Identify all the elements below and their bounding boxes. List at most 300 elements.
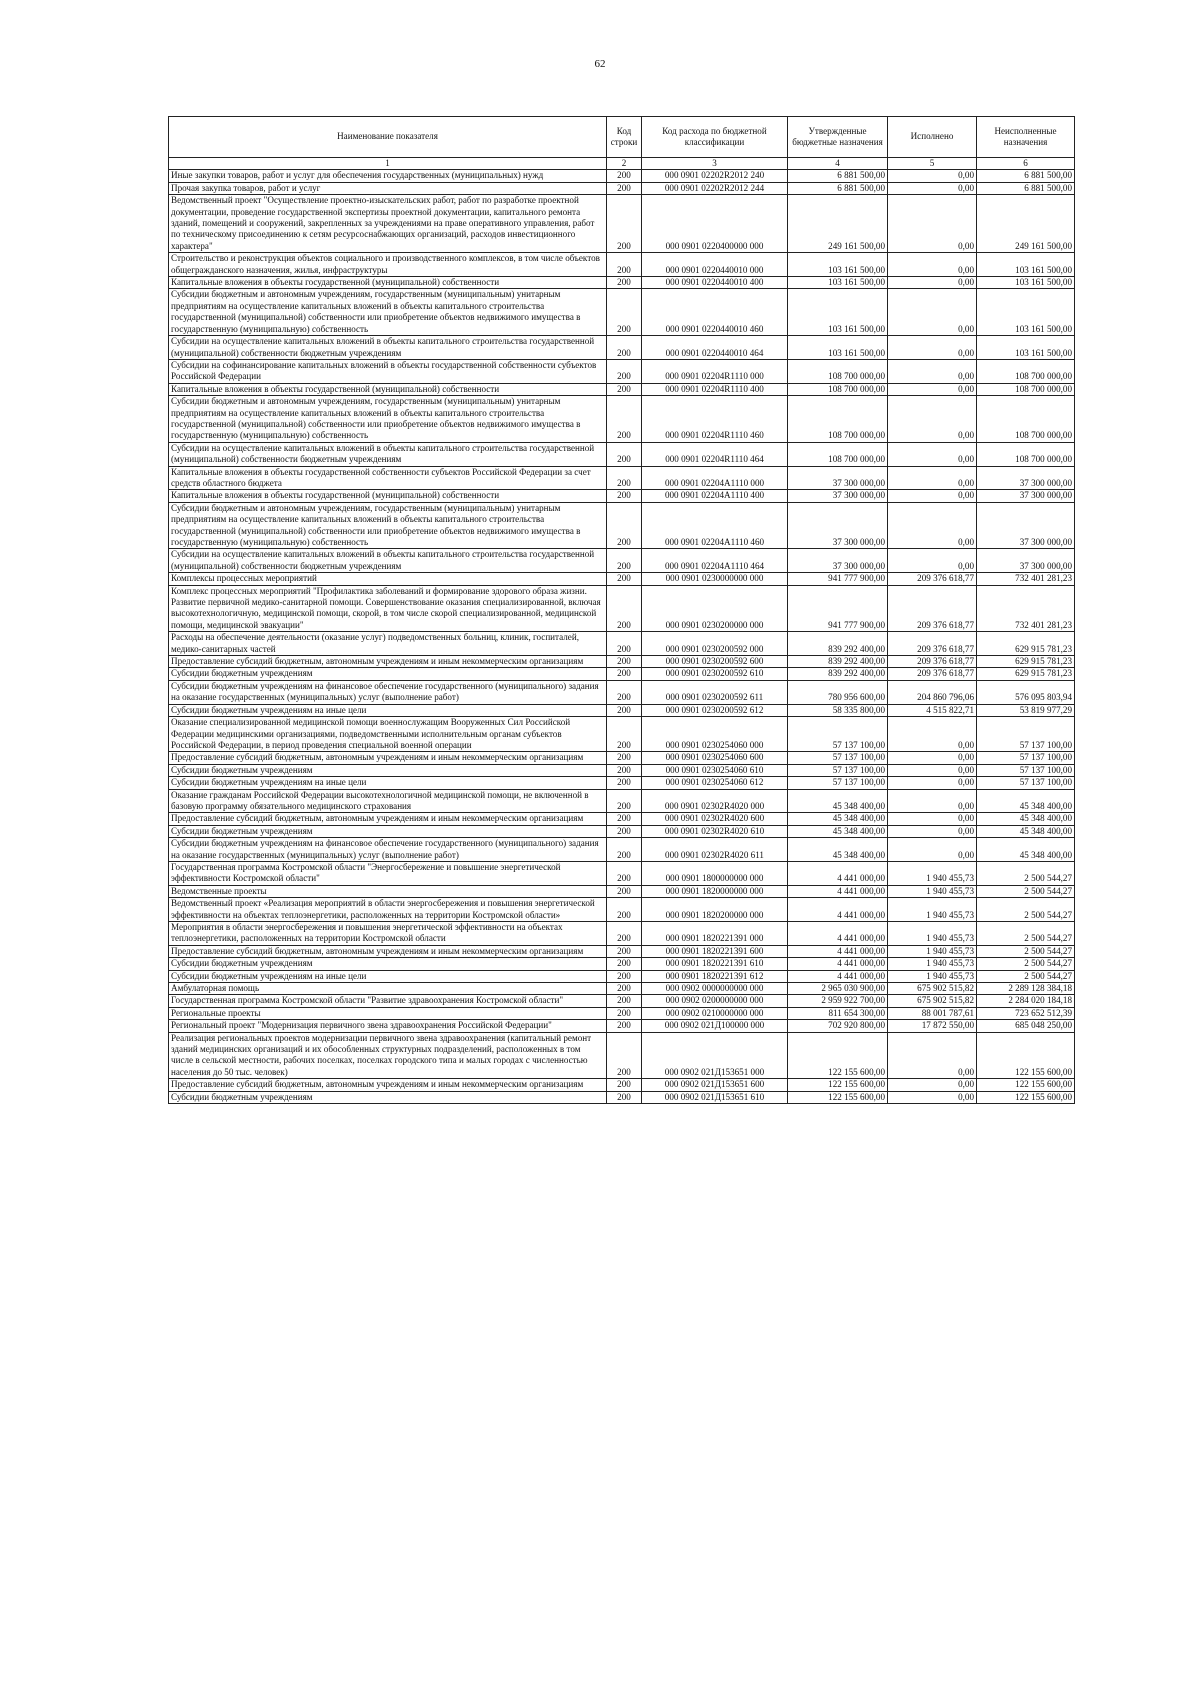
table-row [169, 549, 1075, 573]
row-approved-amount: 122 155 600,00 [788, 1032, 888, 1079]
row-classification-code: 000 0901 0230200592 611 [642, 680, 788, 704]
row-approved-amount: 4 441 000,00 [788, 885, 888, 897]
row-classification-code: 000 0901 0230200592 600 [642, 656, 788, 668]
row-approved-amount: 58 335 800,00 [788, 704, 888, 716]
row-approved-amount: 780 956 600,00 [788, 680, 888, 704]
row-unexecuted-amount: 2 500 544,27 [977, 945, 1075, 957]
row-executed-amount: 675 902 515,82 [888, 995, 977, 1007]
row-name: Субсидии бюджетным учреждениям [169, 764, 607, 776]
table-row [169, 680, 1075, 704]
row-executed-amount: 0,00 [888, 777, 977, 789]
row-line-code: 200 [607, 289, 642, 336]
row-executed-amount: 204 860 796,06 [888, 680, 977, 704]
row-approved-amount: 37 300 000,00 [788, 502, 888, 549]
row-unexecuted-amount: 45 348 400,00 [977, 825, 1075, 837]
row-classification-code: 000 0901 0230254060 000 [642, 717, 788, 752]
row-classification-code: 000 0901 02302R4020 610 [642, 825, 788, 837]
row-approved-amount: 103 161 500,00 [788, 336, 888, 360]
row-approved-amount: 57 137 100,00 [788, 717, 888, 752]
table-row [169, 195, 1075, 253]
row-executed-amount: 0,00 [888, 825, 977, 837]
row-classification-code: 000 0901 1820221391 612 [642, 970, 788, 982]
row-executed-amount: 0,00 [888, 717, 977, 752]
row-name: Прочая закупка товаров, работ и услуг [169, 182, 607, 194]
row-name: Государственная программа Костромской области "Развитие здравоохранения Костромской области" [169, 995, 607, 1007]
row-unexecuted-amount: 629 915 781,23 [977, 668, 1075, 680]
row-name: Региональный проект "Модернизация первичного звена здравоохранения Российской Федерации" [169, 1020, 607, 1032]
row-name: Строительство и реконструкция объектов социального и производственного комплексов, в том числе объектов общегражданского назначения, жилья, инфраструктуры [169, 253, 607, 277]
row-unexecuted-amount: 103 161 500,00 [977, 277, 1075, 289]
table-row [169, 813, 1075, 825]
row-line-code: 200 [607, 717, 642, 752]
row-approved-amount: 941 777 900,00 [788, 585, 888, 632]
table-header [169, 117, 1075, 170]
row-name: Субсидии бюджетным учреждениям на иные цели [169, 777, 607, 789]
row-line-code: 200 [607, 668, 642, 680]
table-row [169, 442, 1075, 466]
table-row [169, 898, 1075, 922]
row-line-code: 200 [607, 585, 642, 632]
row-unexecuted-amount: 2 289 128 384,18 [977, 983, 1075, 995]
row-classification-code: 000 0901 0220440010 000 [642, 253, 788, 277]
row-line-code: 200 [607, 777, 642, 789]
row-executed-amount: 209 376 618,77 [888, 632, 977, 656]
row-name: Субсидии бюджетным учреждениям на иные цели [169, 704, 607, 716]
row-line-code: 200 [607, 1020, 642, 1032]
row-classification-code: 000 0901 0230200592 000 [642, 632, 788, 656]
row-name: Мероприятия в области энергосбережения и повышения энергетической эффективности на объектах теплоэнергетики, расположенных на территории Костромской области [169, 922, 607, 946]
row-line-code: 200 [607, 789, 642, 813]
row-executed-amount: 0,00 [888, 253, 977, 277]
row-executed-amount: 209 376 618,77 [888, 668, 977, 680]
table-row [169, 632, 1075, 656]
row-approved-amount: 103 161 500,00 [788, 253, 888, 277]
row-name: Ведомственный проект "Осуществление проектно-изыскательских работ, работ по разработке проектной документации, проведение государственной экспертизы проектной документации, капитального ремонта зданий, помещений и сооружений, закрепленных за учреждениями на праве оперативного управления, работ по техническому присоединению к сетям ресурсоснабжающих организаций, расходов инвестиционного характера" [169, 195, 607, 253]
row-approved-amount: 37 300 000,00 [788, 490, 888, 502]
row-name: Расходы на обеспечение деятельности (оказание услуг) подведомственных больниц, клиник, госпиталей, медико-санитарных частей [169, 632, 607, 656]
row-classification-code: 000 0901 0230254060 600 [642, 752, 788, 764]
table-row [169, 1079, 1075, 1091]
row-approved-amount: 811 654 300,00 [788, 1007, 888, 1019]
row-executed-amount: 209 376 618,77 [888, 573, 977, 585]
row-unexecuted-amount: 103 161 500,00 [977, 336, 1075, 360]
table-row [169, 717, 1075, 752]
row-unexecuted-amount: 2 500 544,27 [977, 958, 1075, 970]
row-unexecuted-amount: 57 137 100,00 [977, 717, 1075, 752]
column-number: 3 [642, 158, 788, 170]
row-executed-amount: 1 940 455,73 [888, 861, 977, 885]
table-row [169, 1020, 1075, 1032]
row-classification-code: 000 0901 0220400000 000 [642, 195, 788, 253]
column-header-line-code: Код строки [607, 117, 642, 158]
row-name: Субсидии бюджетным учреждениям [169, 1091, 607, 1103]
row-executed-amount: 1 940 455,73 [888, 958, 977, 970]
row-classification-code: 000 0901 0230200592 612 [642, 704, 788, 716]
row-unexecuted-amount: 629 915 781,23 [977, 656, 1075, 668]
row-classification-code: 000 0901 0230254060 610 [642, 764, 788, 776]
row-unexecuted-amount: 122 155 600,00 [977, 1091, 1075, 1103]
row-classification-code: 000 0901 1820221391 600 [642, 945, 788, 957]
row-unexecuted-amount: 37 300 000,00 [977, 490, 1075, 502]
row-unexecuted-amount: 6 881 500,00 [977, 182, 1075, 194]
row-name: Предоставление субсидий бюджетным, автономным учреждениям и иным некоммерческим организациям [169, 813, 607, 825]
table-row [169, 885, 1075, 897]
row-executed-amount: 0,00 [888, 336, 977, 360]
row-classification-code: 000 0901 02204R1110 000 [642, 359, 788, 383]
table-row [169, 277, 1075, 289]
row-line-code: 200 [607, 922, 642, 946]
row-approved-amount: 4 441 000,00 [788, 922, 888, 946]
row-unexecuted-amount: 57 137 100,00 [977, 752, 1075, 764]
row-approved-amount: 45 348 400,00 [788, 813, 888, 825]
row-unexecuted-amount: 2 284 020 184,18 [977, 995, 1075, 1007]
row-line-code: 200 [607, 195, 642, 253]
row-name: Ведомственные проекты [169, 885, 607, 897]
row-executed-amount: 1 940 455,73 [888, 885, 977, 897]
row-executed-amount: 209 376 618,77 [888, 656, 977, 668]
row-line-code: 200 [607, 1091, 642, 1103]
row-classification-code: 000 0902 0000000000 000 [642, 983, 788, 995]
row-name: Оказание гражданам Российской Федерации высокотехнологичной медицинской помощи, не включенной в базовую программу обязательного медицинского страхования [169, 789, 607, 813]
row-approved-amount: 249 161 500,00 [788, 195, 888, 253]
row-unexecuted-amount: 53 819 977,29 [977, 704, 1075, 716]
row-executed-amount: 4 515 822,71 [888, 704, 977, 716]
row-classification-code: 000 0901 02302R4020 000 [642, 789, 788, 813]
row-line-code: 200 [607, 383, 642, 395]
row-executed-amount: 0,00 [888, 502, 977, 549]
row-unexecuted-amount: 122 155 600,00 [977, 1079, 1075, 1091]
row-name: Капитальные вложения в объекты государственной (муниципальной) собственности [169, 383, 607, 395]
row-unexecuted-amount: 2 500 544,27 [977, 970, 1075, 982]
row-classification-code: 000 0901 02202R2012 244 [642, 182, 788, 194]
row-executed-amount: 0,00 [888, 182, 977, 194]
row-unexecuted-amount: 2 500 544,27 [977, 861, 1075, 885]
table-row [169, 1007, 1075, 1019]
row-approved-amount: 2 965 030 900,00 [788, 983, 888, 995]
row-classification-code: 000 0901 1800000000 000 [642, 861, 788, 885]
table-row [169, 396, 1075, 443]
row-executed-amount: 0,00 [888, 752, 977, 764]
row-line-code: 200 [607, 1079, 642, 1091]
row-classification-code: 000 0902 0200000000 000 [642, 995, 788, 1007]
row-executed-amount: 0,00 [888, 466, 977, 490]
row-executed-amount: 1 940 455,73 [888, 970, 977, 982]
row-executed-amount: 0,00 [888, 789, 977, 813]
row-line-code: 200 [607, 898, 642, 922]
row-line-code: 200 [607, 253, 642, 277]
row-approved-amount: 37 300 000,00 [788, 466, 888, 490]
row-line-code: 200 [607, 825, 642, 837]
row-name: Капитальные вложения в объекты государственной собственности субъектов Российской Федерации за счет средств областного бюджета [169, 466, 607, 490]
row-approved-amount: 108 700 000,00 [788, 359, 888, 383]
column-header-unexecuted: Неисполненные назначения [977, 117, 1075, 158]
table-row [169, 704, 1075, 716]
column-number: 1 [169, 158, 607, 170]
table-row [169, 764, 1075, 776]
row-executed-amount: 0,00 [888, 383, 977, 395]
row-line-code: 200 [607, 680, 642, 704]
row-line-code: 200 [607, 704, 642, 716]
row-unexecuted-amount: 732 401 281,23 [977, 585, 1075, 632]
row-line-code: 200 [607, 970, 642, 982]
row-executed-amount: 0,00 [888, 289, 977, 336]
row-name: Оказание специализированной медицинской помощи военнослужащим Вооруженных Сил Российской Федерации медицинскими организациями, подведомственными исполнительным органам субъектов Российской Федерации, в период проведения специальной военной операции [169, 717, 607, 752]
row-unexecuted-amount: 37 300 000,00 [977, 466, 1075, 490]
row-executed-amount: 0,00 [888, 549, 977, 573]
row-approved-amount: 4 441 000,00 [788, 898, 888, 922]
row-classification-code: 000 0902 021Д153651 610 [642, 1091, 788, 1103]
table-body [169, 170, 1075, 1104]
row-line-code: 200 [607, 490, 642, 502]
row-line-code: 200 [607, 752, 642, 764]
row-name: Предоставление субсидий бюджетным, автономным учреждениям и иным некоммерческим организациям [169, 656, 607, 668]
row-line-code: 200 [607, 945, 642, 957]
row-executed-amount: 675 902 515,82 [888, 983, 977, 995]
row-executed-amount: 0,00 [888, 359, 977, 383]
row-name: Капитальные вложения в объекты государственной (муниципальной) собственности [169, 490, 607, 502]
row-name: Субсидии бюджетным учреждениям [169, 958, 607, 970]
row-name: Амбулаторная помощь [169, 983, 607, 995]
row-line-code: 200 [607, 656, 642, 668]
row-unexecuted-amount: 576 095 803,94 [977, 680, 1075, 704]
row-approved-amount: 6 881 500,00 [788, 170, 888, 182]
table-row [169, 752, 1075, 764]
row-classification-code: 000 0901 02204R1110 460 [642, 396, 788, 443]
row-approved-amount: 2 959 922 700,00 [788, 995, 888, 1007]
row-unexecuted-amount: 57 137 100,00 [977, 764, 1075, 776]
column-number: 2 [607, 158, 642, 170]
row-classification-code: 000 0901 0230000000 000 [642, 573, 788, 585]
table-row [169, 838, 1075, 862]
row-classification-code: 000 0901 02302R4020 600 [642, 813, 788, 825]
row-name: Региональные проекты [169, 1007, 607, 1019]
row-executed-amount: 0,00 [888, 764, 977, 776]
row-name: Капитальные вложения в объекты государственной (муниципальной) собственности [169, 277, 607, 289]
table-row [169, 945, 1075, 957]
row-executed-amount: 1 940 455,73 [888, 945, 977, 957]
table-row [169, 502, 1075, 549]
row-approved-amount: 839 292 400,00 [788, 656, 888, 668]
table-row [169, 170, 1075, 182]
row-name: Ведомственный проект «Реализация мероприятий в области энергосбережения и повышения энергетической эффективности на объектах теплоэнергетики, расположенных на территории Костромской области» [169, 898, 607, 922]
row-approved-amount: 941 777 900,00 [788, 573, 888, 585]
row-unexecuted-amount: 732 401 281,23 [977, 573, 1075, 585]
row-executed-amount: 0,00 [888, 195, 977, 253]
row-unexecuted-amount: 57 137 100,00 [977, 777, 1075, 789]
row-classification-code: 000 0901 02204R1110 464 [642, 442, 788, 466]
row-name: Реализация региональных проектов модернизации первичного звена здравоохранения (капитальный ремонт зданий медицинских организаций и их обособленных структурных подразделений, расположенных в том числе в сельской местности, рабочих поселках, поселках городского типа и малых городах с численностью населения до 50 тыс. человек) [169, 1032, 607, 1079]
row-line-code: 200 [607, 182, 642, 194]
table-row [169, 182, 1075, 194]
row-classification-code: 000 0901 1820000000 000 [642, 885, 788, 897]
row-line-code: 200 [607, 838, 642, 862]
row-executed-amount: 0,00 [888, 1079, 977, 1091]
row-line-code: 200 [607, 573, 642, 585]
row-executed-amount: 88 001 787,61 [888, 1007, 977, 1019]
row-name: Комплекс процессных мероприятий "Профилактика заболеваний и формирование здорового образа жизни. Развитие первичной медико-санитарной помощи. Совершенствование оказания специализированной, включая высокотехнологичную, медицинской помощи, скорой, в том числе скорой специализированной, медицинской помощи, медицинской эвакуации" [169, 585, 607, 632]
row-classification-code: 000 0902 0210000000 000 [642, 1007, 788, 1019]
table-row [169, 777, 1075, 789]
table-row [169, 573, 1075, 585]
row-executed-amount: 0,00 [888, 813, 977, 825]
row-approved-amount: 57 137 100,00 [788, 752, 888, 764]
row-name: Предоставление субсидий бюджетным, автономным учреждениям и иным некоммерческим организациям [169, 1079, 607, 1091]
row-executed-amount: 17 872 550,00 [888, 1020, 977, 1032]
row-line-code: 200 [607, 885, 642, 897]
table-row [169, 359, 1075, 383]
row-name: Субсидии бюджетным учреждениям [169, 668, 607, 680]
row-line-code: 200 [607, 983, 642, 995]
row-classification-code: 000 0902 021Д153651 000 [642, 1032, 788, 1079]
table-row [169, 656, 1075, 668]
row-unexecuted-amount: 45 348 400,00 [977, 789, 1075, 813]
table-row [169, 383, 1075, 395]
row-approved-amount: 45 348 400,00 [788, 789, 888, 813]
row-classification-code: 000 0901 1820200000 000 [642, 898, 788, 922]
row-name: Субсидии на осуществление капитальных вложений в объекты капитального строительства государственной (муниципальной) собственности бюджетным учреждениям [169, 336, 607, 360]
row-classification-code: 000 0901 0230200592 610 [642, 668, 788, 680]
row-line-code: 200 [607, 502, 642, 549]
row-unexecuted-amount: 103 161 500,00 [977, 253, 1075, 277]
row-approved-amount: 839 292 400,00 [788, 632, 888, 656]
row-unexecuted-amount: 108 700 000,00 [977, 359, 1075, 383]
row-classification-code: 000 0901 1820221391 000 [642, 922, 788, 946]
row-name: Предоставление субсидий бюджетным, автономным учреждениям и иным некоммерческим организациям [169, 945, 607, 957]
row-classification-code: 000 0901 02204A1110 460 [642, 502, 788, 549]
row-approved-amount: 839 292 400,00 [788, 668, 888, 680]
row-unexecuted-amount: 2 500 544,27 [977, 885, 1075, 897]
table-row [169, 1032, 1075, 1079]
row-unexecuted-amount: 122 155 600,00 [977, 1032, 1075, 1079]
row-line-code: 200 [607, 813, 642, 825]
table-row [169, 466, 1075, 490]
budget-execution-table [168, 116, 1075, 1104]
row-approved-amount: 4 441 000,00 [788, 945, 888, 957]
row-executed-amount: 0,00 [888, 442, 977, 466]
row-unexecuted-amount: 249 161 500,00 [977, 195, 1075, 253]
row-line-code: 200 [607, 632, 642, 656]
row-unexecuted-amount: 108 700 000,00 [977, 383, 1075, 395]
row-unexecuted-amount: 108 700 000,00 [977, 396, 1075, 443]
row-classification-code: 000 0901 0230200000 000 [642, 585, 788, 632]
row-approved-amount: 57 137 100,00 [788, 777, 888, 789]
row-executed-amount: 0,00 [888, 170, 977, 182]
row-unexecuted-amount: 108 700 000,00 [977, 442, 1075, 466]
row-classification-code: 000 0901 0220440010 400 [642, 277, 788, 289]
row-unexecuted-amount: 2 500 544,27 [977, 898, 1075, 922]
row-unexecuted-amount: 37 300 000,00 [977, 549, 1075, 573]
row-name: Субсидии бюджетным учреждениям на финансовое обеспечение государственного (муниципального) задания на оказание государственных (муниципальных) услуг (выполнение работ) [169, 838, 607, 862]
row-executed-amount: 1 940 455,73 [888, 922, 977, 946]
row-line-code: 200 [607, 995, 642, 1007]
row-unexecuted-amount: 103 161 500,00 [977, 289, 1075, 336]
table-row [169, 789, 1075, 813]
row-executed-amount: 1 940 455,73 [888, 898, 977, 922]
table-row [169, 336, 1075, 360]
row-approved-amount: 108 700 000,00 [788, 383, 888, 395]
row-unexecuted-amount: 45 348 400,00 [977, 813, 1075, 825]
row-line-code: 200 [607, 277, 642, 289]
row-classification-code: 000 0901 02302R4020 611 [642, 838, 788, 862]
row-line-code: 200 [607, 861, 642, 885]
row-name: Субсидии бюджетным учреждениям [169, 825, 607, 837]
row-executed-amount: 0,00 [888, 838, 977, 862]
row-line-code: 200 [607, 396, 642, 443]
row-name: Субсидии на осуществление капитальных вложений в объекты капитального строительства государственной (муниципальной) собственности бюджетным учреждениям [169, 442, 607, 466]
table-row [169, 1091, 1075, 1103]
column-number: 4 [788, 158, 888, 170]
table-row [169, 668, 1075, 680]
table-row [169, 289, 1075, 336]
column-header-executed: Исполнено [888, 117, 977, 158]
row-approved-amount: 122 155 600,00 [788, 1079, 888, 1091]
table-row [169, 983, 1075, 995]
row-approved-amount: 103 161 500,00 [788, 277, 888, 289]
row-approved-amount: 122 155 600,00 [788, 1091, 888, 1103]
table-row [169, 970, 1075, 982]
row-classification-code: 000 0901 02204A1110 400 [642, 490, 788, 502]
row-classification-code: 000 0901 1820221391 610 [642, 958, 788, 970]
row-name: Предоставление субсидий бюджетным, автономным учреждениям и иным некоммерческим организациям [169, 752, 607, 764]
row-classification-code: 000 0901 02204R1110 400 [642, 383, 788, 395]
row-approved-amount: 108 700 000,00 [788, 396, 888, 443]
row-name: Комплексы процессных мероприятий [169, 573, 607, 585]
table-row [169, 958, 1075, 970]
column-header-name: Наименование показателя [169, 117, 607, 158]
row-unexecuted-amount: 6 881 500,00 [977, 170, 1075, 182]
column-number: 5 [888, 158, 977, 170]
row-classification-code: 000 0901 02204A1110 000 [642, 466, 788, 490]
row-approved-amount: 4 441 000,00 [788, 958, 888, 970]
row-executed-amount: 0,00 [888, 1091, 977, 1103]
page-number: 62 [594, 58, 606, 70]
row-line-code: 200 [607, 1007, 642, 1019]
table-row [169, 922, 1075, 946]
row-unexecuted-amount: 685 048 250,00 [977, 1020, 1075, 1032]
row-classification-code: 000 0901 0220440010 460 [642, 289, 788, 336]
row-classification-code: 000 0902 021Д100000 000 [642, 1020, 788, 1032]
row-unexecuted-amount: 723 652 512,39 [977, 1007, 1075, 1019]
row-line-code: 200 [607, 1032, 642, 1079]
row-approved-amount: 57 137 100,00 [788, 764, 888, 776]
row-name: Государственная программа Костромской области "Энергосбережение и повышение энергетической эффективности Костромской области" [169, 861, 607, 885]
row-approved-amount: 37 300 000,00 [788, 549, 888, 573]
table-row [169, 995, 1075, 1007]
table-row [169, 825, 1075, 837]
row-approved-amount: 6 881 500,00 [788, 182, 888, 194]
row-approved-amount: 4 441 000,00 [788, 861, 888, 885]
row-name: Субсидии бюджетным учреждениям на иные цели [169, 970, 607, 982]
row-line-code: 200 [607, 359, 642, 383]
table-row [169, 490, 1075, 502]
row-approved-amount: 4 441 000,00 [788, 970, 888, 982]
row-executed-amount: 0,00 [888, 396, 977, 443]
row-executed-amount: 0,00 [888, 490, 977, 502]
row-name: Субсидии на софинансирование капитальных вложений в объекты государственной собственности субъектов Российской Федерации [169, 359, 607, 383]
column-number: 6 [977, 158, 1075, 170]
row-executed-amount: 0,00 [888, 277, 977, 289]
row-classification-code: 000 0901 0230254060 612 [642, 777, 788, 789]
row-name: Субсидии бюджетным и автономным учреждениям, государственным (муниципальным) унитарным предприятиям на осуществление капитальных вложений в объекты капитального строительства государственной (муниципальной) собственности или приобретение объектов недвижимого имущества в государственную (муниципальную) собственность [169, 396, 607, 443]
row-name: Субсидии на осуществление капитальных вложений в объекты капитального строительства государственной (муниципальной) собственности бюджетным учреждениям [169, 549, 607, 573]
row-executed-amount: 209 376 618,77 [888, 585, 977, 632]
row-unexecuted-amount: 37 300 000,00 [977, 502, 1075, 549]
row-line-code: 200 [607, 466, 642, 490]
row-approved-amount: 103 161 500,00 [788, 289, 888, 336]
row-unexecuted-amount: 2 500 544,27 [977, 922, 1075, 946]
row-line-code: 200 [607, 442, 642, 466]
table-row [169, 585, 1075, 632]
